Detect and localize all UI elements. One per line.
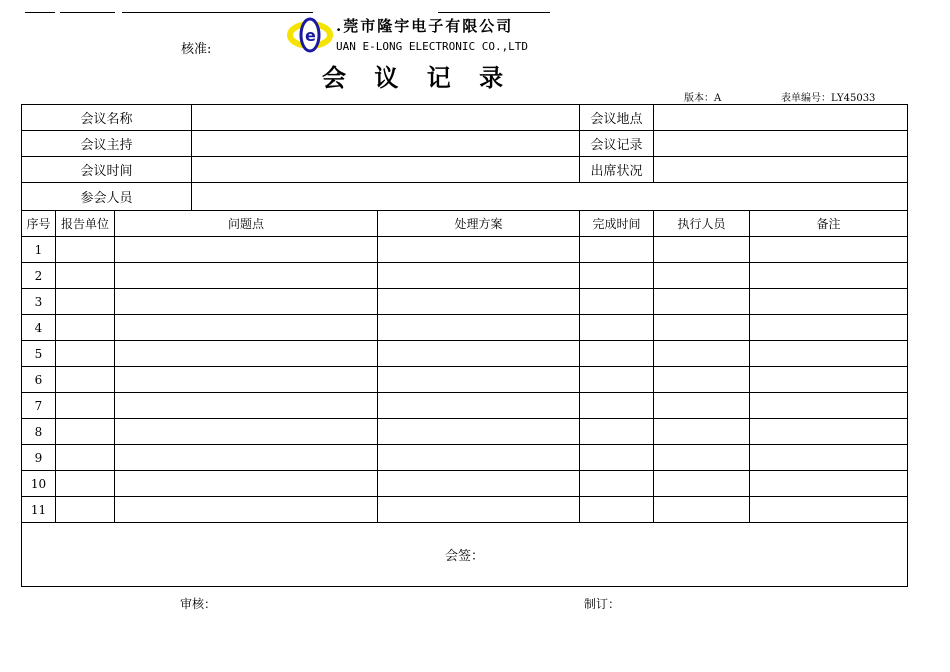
recorder-field[interactable] (654, 131, 908, 157)
row-number: 7 (22, 393, 56, 419)
finish-time-cell[interactable] (580, 497, 654, 523)
info-row (22, 157, 908, 183)
issue-cell[interactable] (115, 263, 378, 289)
remark-cell[interactable] (750, 393, 908, 419)
executor-cell[interactable] (654, 419, 750, 445)
row-number: 2 (22, 263, 56, 289)
finish-time-cell[interactable] (580, 289, 654, 315)
company-logo-icon (287, 14, 333, 56)
row-number: 3 (22, 289, 56, 315)
form-number: 表单编号：LY45033 (781, 93, 876, 104)
row-number: 5 (22, 341, 56, 367)
unit-cell[interactable] (56, 471, 115, 497)
table-row (22, 419, 908, 445)
remark-cell[interactable] (750, 367, 908, 393)
issue-cell[interactable] (115, 341, 378, 367)
table-row (22, 393, 908, 419)
header-rule (60, 12, 115, 13)
issue-cell[interactable] (115, 289, 378, 315)
finish-time-cell[interactable] (580, 393, 654, 419)
col-header-issue: 问题点 (115, 211, 378, 237)
finish-time-cell[interactable] (580, 341, 654, 367)
col-header-executor: 执行人员 (654, 211, 750, 237)
meeting-record-table (21, 104, 908, 587)
info-row (22, 105, 908, 131)
row-number: 6 (22, 367, 56, 393)
host-label: 会议主持 (22, 131, 192, 157)
col-header-finish-time: 完成时间 (580, 211, 654, 237)
recorder-label: 会议记录 (580, 131, 654, 157)
unit-cell[interactable] (56, 497, 115, 523)
version-label: 版本：A (684, 93, 722, 104)
solution-cell[interactable] (378, 393, 580, 419)
solution-cell[interactable] (378, 315, 580, 341)
table-row (22, 445, 908, 471)
col-header-remark: 备注 (750, 211, 908, 237)
row-number: 1 (22, 237, 56, 263)
unit-cell[interactable] (56, 445, 115, 471)
attendance-field[interactable] (654, 157, 908, 183)
meeting-name-field[interactable] (192, 105, 580, 131)
finish-time-cell[interactable] (580, 263, 654, 289)
executor-cell[interactable] (654, 341, 750, 367)
time-field[interactable] (192, 157, 580, 183)
col-header-solution: 处理方案 (378, 211, 580, 237)
company-name-en: UAN E-LONG ELECTRONIC CO.,LTD (336, 40, 529, 53)
table-row (22, 263, 908, 289)
host-field[interactable] (192, 131, 580, 157)
table-row (22, 315, 908, 341)
review-label: 审核： (180, 597, 217, 611)
remark-cell[interactable] (750, 341, 908, 367)
meeting-place-label: 会议地点 (580, 105, 654, 131)
executor-cell[interactable] (654, 263, 750, 289)
solution-cell[interactable] (378, 497, 580, 523)
solution-cell[interactable] (378, 445, 580, 471)
meeting-name-label: 会议名称 (22, 105, 192, 131)
solution-cell[interactable] (378, 289, 580, 315)
remark-cell[interactable] (750, 445, 908, 471)
issue-cell[interactable] (115, 315, 378, 341)
meeting-place-field[interactable] (654, 105, 908, 131)
executor-cell[interactable] (654, 315, 750, 341)
issue-cell[interactable] (115, 419, 378, 445)
finish-time-cell[interactable] (580, 315, 654, 341)
unit-cell[interactable] (56, 341, 115, 367)
row-number: 4 (22, 315, 56, 341)
table-row (22, 289, 908, 315)
unit-cell[interactable] (56, 237, 115, 263)
table-row (22, 497, 908, 523)
info-row (22, 131, 908, 157)
unit-cell[interactable] (56, 315, 115, 341)
issue-cell[interactable] (115, 497, 378, 523)
participants-field[interactable] (192, 183, 908, 211)
header-rule (122, 12, 313, 13)
remark-cell[interactable] (750, 471, 908, 497)
info-row (22, 183, 908, 211)
issue-cell[interactable] (115, 237, 378, 263)
countersign-row (22, 523, 908, 587)
make-label: 制订： (584, 597, 621, 611)
svg-text:e: e (305, 26, 316, 45)
row-number: 9 (22, 445, 56, 471)
executor-cell[interactable] (654, 471, 750, 497)
row-number: 10 (22, 471, 56, 497)
remark-cell[interactable] (750, 419, 908, 445)
document-title: 会 议 记 录 (322, 63, 514, 92)
table-row (22, 471, 908, 497)
row-number: 8 (22, 419, 56, 445)
solution-cell[interactable] (378, 367, 580, 393)
solution-cell[interactable] (378, 237, 580, 263)
issue-cell[interactable] (115, 445, 378, 471)
row-number: 11 (22, 497, 56, 523)
col-header-seq: 序号 (22, 211, 56, 237)
issue-cell[interactable] (115, 367, 378, 393)
col-header-unit: 报告单位 (56, 211, 115, 237)
executor-cell[interactable] (654, 367, 750, 393)
solution-cell[interactable] (378, 341, 580, 367)
solution-cell[interactable] (378, 419, 580, 445)
header-rule (25, 12, 55, 13)
approve-label: 核准: (181, 42, 212, 57)
company-name-cn: .莞市隆宇电子有限公司 (336, 17, 514, 35)
table-row (22, 367, 908, 393)
issue-cell[interactable] (115, 471, 378, 497)
remark-cell[interactable] (750, 497, 908, 523)
unit-cell[interactable] (56, 289, 115, 315)
remark-cell[interactable] (750, 263, 908, 289)
executor-cell[interactable] (654, 393, 750, 419)
finish-time-cell[interactable] (580, 419, 654, 445)
unit-cell[interactable] (56, 393, 115, 419)
executor-cell[interactable] (654, 289, 750, 315)
table-row (22, 237, 908, 263)
finish-time-cell[interactable] (580, 237, 654, 263)
solution-cell[interactable] (378, 471, 580, 497)
issue-cell[interactable] (115, 393, 378, 419)
executor-cell[interactable] (654, 445, 750, 471)
finish-time-cell[interactable] (580, 471, 654, 497)
time-label: 会议时间 (22, 157, 192, 183)
countersign-label: 会签： (444, 549, 484, 564)
column-header-row (22, 211, 908, 237)
table-row (22, 341, 908, 367)
remark-cell[interactable] (750, 315, 908, 341)
unit-cell[interactable] (56, 419, 115, 445)
remark-cell[interactable] (750, 237, 908, 263)
executor-cell[interactable] (654, 497, 750, 523)
unit-cell[interactable] (56, 263, 115, 289)
solution-cell[interactable] (378, 263, 580, 289)
header-rule (438, 12, 550, 13)
executor-cell[interactable] (654, 237, 750, 263)
participants-label: 参会人员 (22, 183, 192, 211)
attendance-label: 出席状况 (580, 157, 654, 183)
finish-time-cell[interactable] (580, 367, 654, 393)
remark-cell[interactable] (750, 289, 908, 315)
unit-cell[interactable] (56, 367, 115, 393)
finish-time-cell[interactable] (580, 445, 654, 471)
countersign-field[interactable] (22, 523, 908, 587)
